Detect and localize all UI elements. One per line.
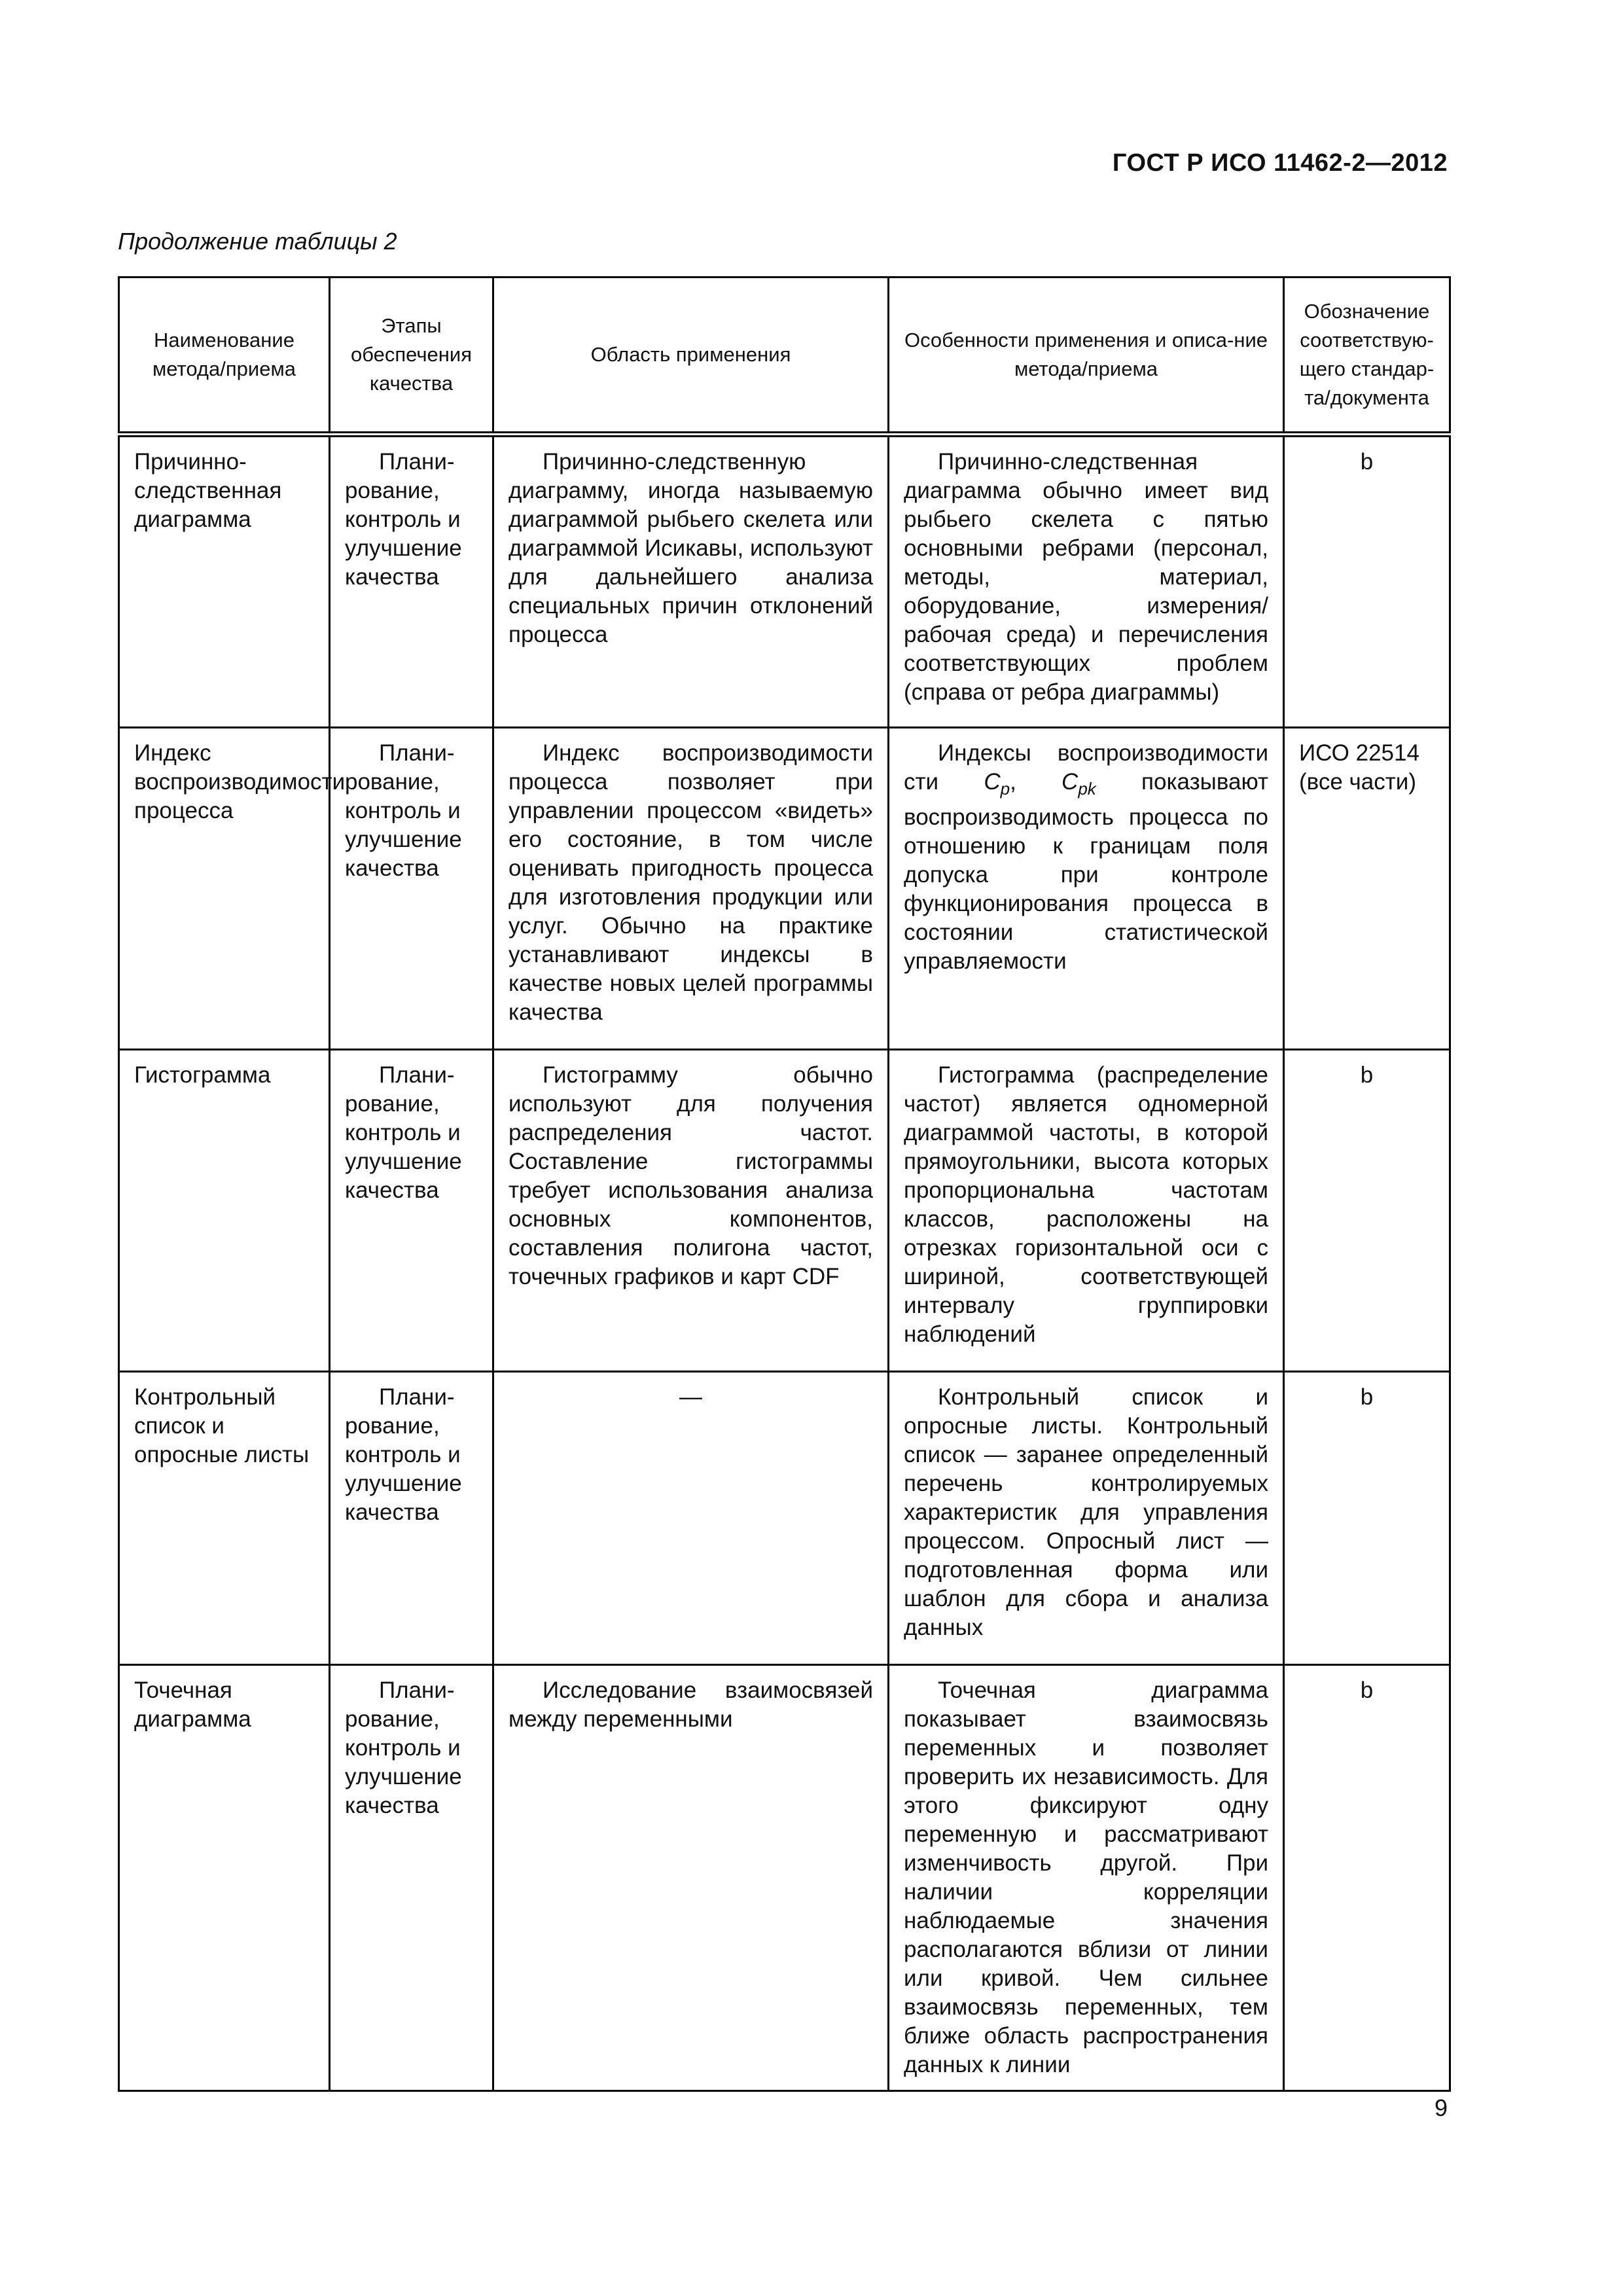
standard-reference: b — [1360, 1062, 1374, 1088]
method-name: Точечная диаграмма — [134, 1677, 251, 1732]
document-code: ГОСТ Р ИСО 11462-2—2012 — [1112, 149, 1448, 177]
quality-stage: Плани-рование, контроль и улучшение качества — [345, 1677, 462, 1818]
column-header-description: Особенности применения и описа-ние метода/приема — [889, 278, 1284, 435]
method-description: Индексы воспроизводимости сти $C_p$, $C_{pk}$ показывают воспроизводимость процесса по отношению к границам поля допуска при контроле функционирования процесса в состоянии статистической управляемости — [904, 740, 1268, 974]
standard-reference: ИСО 22514 (все части) — [1299, 740, 1419, 795]
column-header-standard: Обозначение соответствую-щего стандар-та/документа — [1284, 278, 1450, 435]
application-scope: — — [679, 1384, 702, 1410]
page-number: 9 — [1434, 2094, 1448, 2121]
table-caption: Продолжение таблицы 2 — [118, 228, 397, 255]
quality-stage: Плани-рование, контроль и улучшение качества — [345, 740, 462, 881]
application-scope: Причинно-следственную диаграмму, иногда называемую диаграммой рыбьего скелета или диаграммой Исикавы, используют для дальнейшего анализа специальных причин отклонений процесса — [508, 449, 873, 647]
method-name: Гистограмма — [134, 1062, 271, 1088]
column-header-stage: Этапы обеспечения качества — [330, 278, 493, 435]
table-row — [119, 1050, 1450, 1372]
methods-table — [118, 276, 1451, 2092]
application-scope: Гистограмму обычно используют для получения распределения частот. Составление гистограммы требует использования анализа основных компонентов, составления полигона частот, точечных графиков и карт CDF — [508, 1062, 873, 1289]
method-name: Контрольный список и опросные листы — [134, 1384, 310, 1467]
method-description: Причинно-следственная диаграмма обычно имеет вид рыбьего скелета с пятью основными ребрами (персонал, методы, материал, оборудование, измерения/рабочая среда) и перечисления соответствующих проблем (справа от ребра диаграммы) — [904, 449, 1268, 705]
quality-stage: Плани-рование, контроль и улучшение качества — [345, 449, 462, 590]
column-header-scope: Область применения — [493, 278, 889, 435]
method-description: Гистограмма (распределение частот) является одномерной диаграммой частоты, в которой прямоугольники, высота которых пропорциональна частотам классов, расположены на отрезках горизонтальной оси с шириной, соответствующей интервалу группировки наблюдений — [904, 1062, 1268, 1347]
method-name: Причинно-следственная диаграмма — [134, 449, 282, 532]
cp-symbol: $C_p$ — [984, 769, 1010, 798]
cpk-symbol: $C_{pk}$ — [1061, 769, 1096, 798]
description-prefix: Индексы воспроизводимости — [938, 740, 1268, 766]
method-description: Контрольный список и опросные листы. Контрольный список — заранее определенный перечень контролируемых характеристик для управления процессом. Опросный лист — подготовленная форма или шаблон для сбора и анализа данных — [904, 1384, 1268, 1640]
method-name: Индекс воспроизводимости процесса — [134, 740, 346, 823]
table-row — [119, 1665, 1450, 2091]
method-description: Точечная диаграмма показывает взаимосвязь переменных и позволяет проверить их независимость. Для этого фиксируют одну переменную и рассматривают изменчивость другой. При наличии корреляции наблюдаемые значения располагаются вблизи от линии или кривой. Чем сильнее взаимосвязь переменных, тем ближе область распространения данных к линии — [904, 1677, 1268, 2077]
application-scope: Исследование взаимосвязей между переменными — [508, 1677, 873, 1732]
quality-stage: Плани-рование, контроль и улучшение качества — [345, 1062, 462, 1203]
table-row — [119, 435, 1450, 728]
application-scope: Индекс воспроизводимости процесса позволяет при управлении процессом «видеть» его состояние, в том числе оценивать пригодность процесса для изготовления продукции или услуг. Обычно на практике устанавливают индексы в качестве новых целей программы качества — [508, 740, 873, 1025]
table-row — [119, 728, 1450, 1050]
column-header-name: Наименование метода/приема — [119, 278, 330, 435]
table-header-row — [119, 278, 1450, 435]
standard-reference: b — [1360, 449, 1374, 475]
description-suffix: показывают воспроизводимость процесса по отношению к границам поля допуска при контроле функционирования процесса в состоянии статистической управляемости — [904, 769, 1268, 974]
standard-reference: b — [1360, 1677, 1374, 1703]
quality-stage: Плани-рование, контроль и улучшение качества — [345, 1384, 462, 1525]
table-row — [119, 1372, 1450, 1665]
standard-reference: b — [1360, 1384, 1374, 1410]
